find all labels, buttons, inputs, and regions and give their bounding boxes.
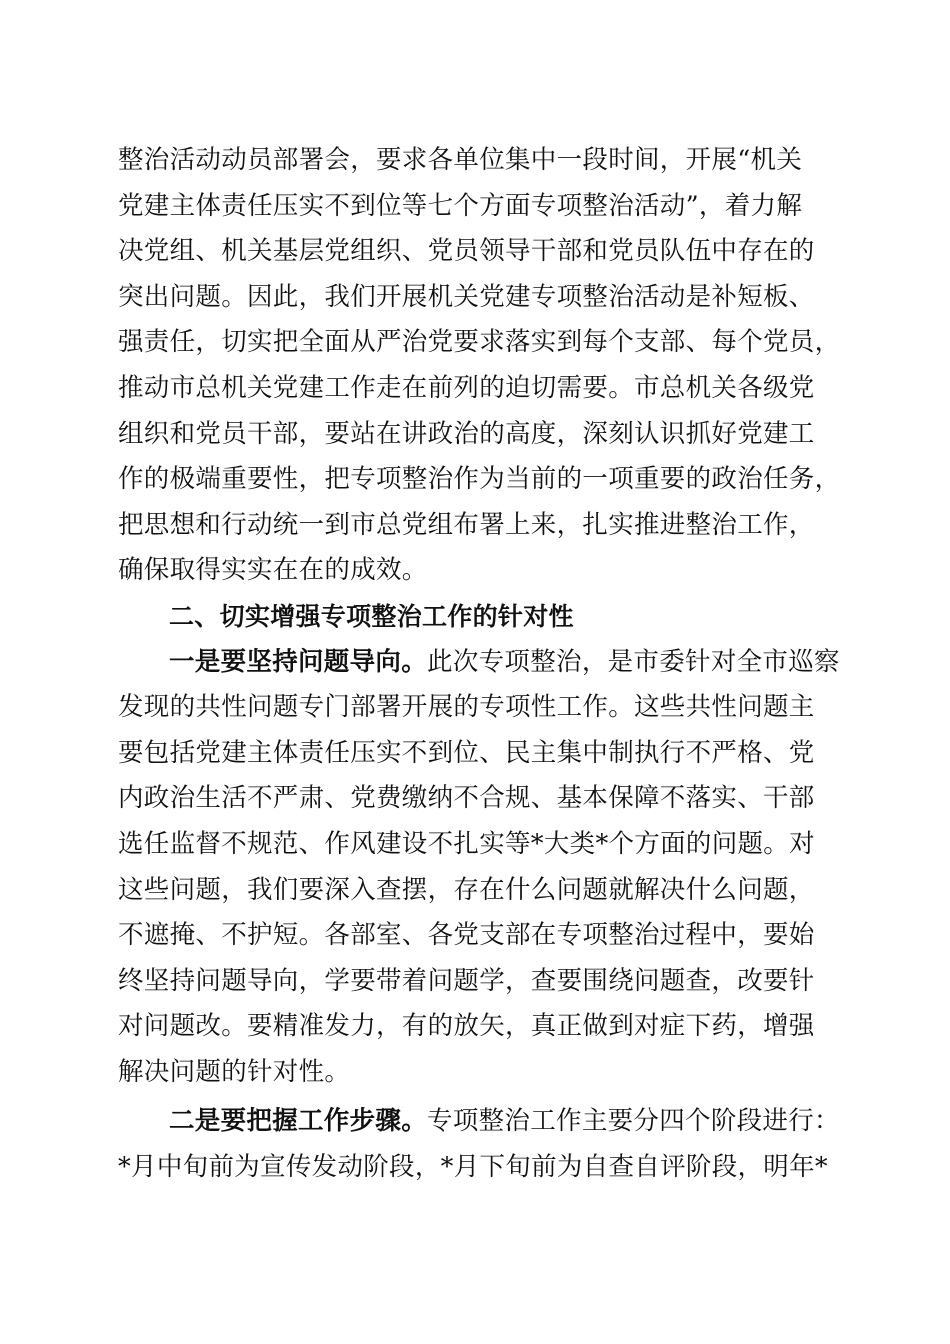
text-line: 内政治生活不严肃、党费缴纳不合规、基本保障不落实、干部: [118, 783, 815, 814]
text-line: 组织和党员干部，要站在讲政治的高度，深刻认识抓好党建工: [118, 418, 815, 449]
text-line: 突出问题。因此，我们开展机关党建专项整治活动是补短板、: [118, 281, 815, 312]
point-lead: 二是要把握工作步骤。: [169, 1106, 428, 1137]
text-line: 解决问题的针对性。: [118, 1056, 351, 1087]
text-line: *月中旬前为宣传发动阶段，*月下旬前为自查自评阶段，明年*: [118, 1152, 828, 1183]
text-line: 强责任，切实把全面从严治党要求落实到每个支部、每个党员，: [118, 327, 841, 358]
document-page: [118, 138, 841, 1191]
paragraph-1: [118, 138, 841, 594]
section-heading: 二、切实增强专项整治工作的针对性: [169, 601, 574, 631]
text-line: 对问题改。要精准发力，有的放矢，真正做到对症下药，增强: [118, 1011, 815, 1042]
text-line: 确保取得实实在在的成效。: [118, 555, 428, 586]
point-text: 此次专项整治，是市委针对全市巡察: [427, 646, 840, 677]
text-line: 发现的共性问题专门部署开展的专项性工作。这些共性问题主: [118, 692, 815, 723]
text-line: 选任监督不规范、作风建设不扎实等*大类*个方面的问题。对: [118, 828, 815, 859]
text-line: 要包括党建主体责任压实不到位、民主集中制执行不严格、党: [118, 737, 815, 768]
text-line: 作的极端重要性，把专项整治作为当前的一项重要的政治任务，: [118, 464, 841, 495]
text-line: [118, 640, 840, 686]
text-line: 终坚持问题导向，学要带着问题学，查要围绕问题查，改要针: [118, 965, 815, 996]
text-line: 决党组、机关基层党组织、党员领导干部和党员队伍中存在的: [118, 236, 815, 267]
text-line: [118, 1099, 840, 1145]
text-line: 整治活动动员部署会，要求各单位集中一段时间，开展“机关: [118, 145, 803, 175]
text-line: 不遮掩、不护短。各部室、各党支部在专项整治过程中，要始: [118, 920, 815, 951]
point-lead: 一是要坚持问题导向。: [169, 646, 428, 677]
text-line: 把思想和行动统一到市总党组布署上来，扎实推进整治工作，: [118, 509, 815, 540]
text-line: 推动市总机关党建工作走在前列的迫切需要。市总机关各级党: [118, 372, 815, 403]
paragraph-point-2: [118, 1099, 840, 1190]
text-line: 党建主体责任压实不到位等七个方面专项整治活动”，着力解: [118, 190, 803, 221]
paragraph-point-1: [118, 640, 840, 1096]
text-line: 这些问题，我们要深入查摆，存在什么问题就解决什么问题，: [118, 874, 815, 905]
point-text: 专项整治工作主要分四个阶段进行：: [427, 1106, 840, 1137]
